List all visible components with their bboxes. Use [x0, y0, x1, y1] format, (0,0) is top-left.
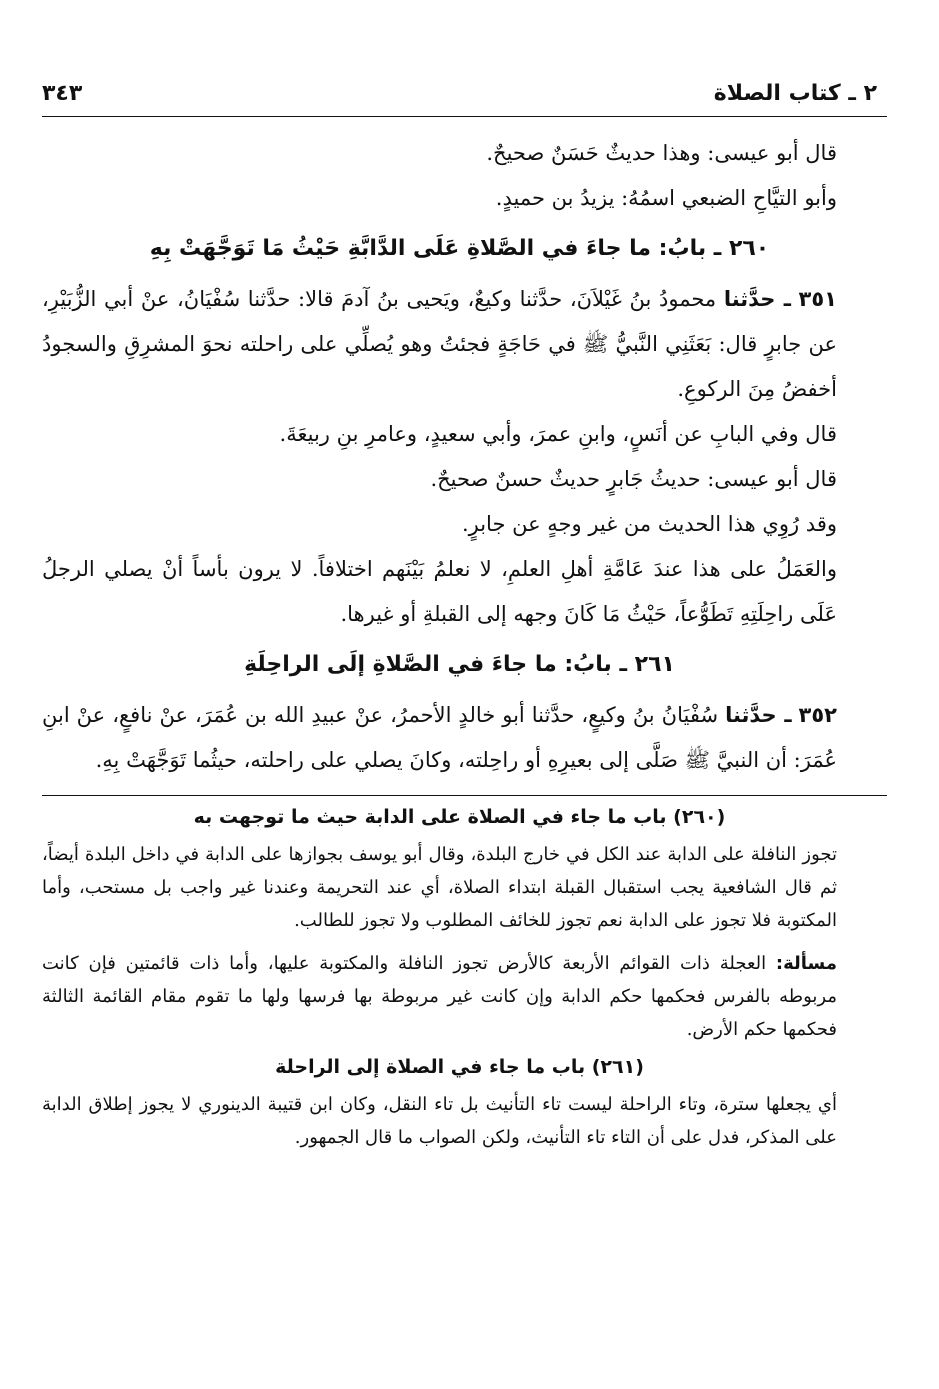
hadith-lead: ـ حدَّثنا — [723, 287, 791, 311]
chapter-261-title: ٢٦١ ـ بابُ: ما جاءَ في الصَّلاةِ إلَى الراحِلَةِ — [244, 652, 675, 677]
hadith-note: قال أبو عيسى: حديثُ جَابرٍ حديثٌ حسنٌ صحيحٌ. — [430, 467, 837, 491]
masala-label: مسألة: — [775, 953, 837, 974]
intro-line: قال أبو عيسى: وهذا حديثٌ حَسَنٌ صحيحٌ. — [486, 141, 837, 165]
running-title: ٢ ـ كتاب الصلاة — [713, 81, 877, 106]
intro-line: وأبو التيَّاحِ الضبعي اسمُهُ: يزيدُ بن حميدٍ. — [495, 186, 837, 210]
hadith-number: ٣٥١ — [798, 287, 837, 311]
header-rule — [42, 116, 887, 117]
main-text — [42, 131, 877, 783]
chapter-260-title: ٢٦٠ ـ بابُ: ما جاءَ في الصَّلاةِ عَلَى الدَّابَّةِ حَيْثُ مَا تَوَجَّهَتْ بِهِ — [149, 236, 770, 261]
hadith-note: قال وفي البابِ عن أنَسٍ، وابنِ عمرَ، وأبي سعيدٍ، وعامرِ بنِ ربيعَةَ. — [279, 422, 837, 446]
commentary-paragraph: تجوز النافلة على الدابة عند الكل في خارج البلدة، وقال أبو يوسف بجوازها على الدابة في داخل البلدة أيضاً، ثم قال الشافعية يجب استقبال القبلة ابتداء الصلاة، أي عند التحريمة وعندنا غير واجب بل مستحب، وأما المكتوبة فلا تجوز على الدابة نعم تجوز للخائف المطلوب ولا تجوز للطالب. — [42, 844, 837, 931]
commentary — [42, 796, 877, 1154]
masala-paragraph — [42, 947, 877, 1046]
hadith-352 — [42, 693, 877, 783]
hadith-text: سُفْيَانُ بنُ وكيعٍ، حدَّثنا أبو خالدٍ الأحمرُ، عنْ عبيدِ الله بن عُمَرَ، عنْ نافعٍ، عنْ ابنِ عُمَرَ: أن النبيَّ ﷺ صَلَّى إلى بعيرِهِ أو راحِلته، وكانَ يصلي على راحلته، حيثُما تَوَجَّهَتْ بِهِ. — [42, 703, 837, 772]
hadith-number: ٣٥٢ — [798, 703, 837, 727]
hadith-lead: ـ حدَّثنا — [725, 703, 792, 727]
masala-text: العجلة ذات القوائم الأربعة كالأرض تجوز النافلة والمكتوبة عليها، وأما ذات قائمتين فإن كانت مربوطه بالفرس فحكمها حكم الدابة وإن كانت غير مربوطة بها فرسها ولها ما تقوم مقام القائمة الثالثة فحكمها حكم الأرض. — [42, 953, 837, 1040]
running-header — [42, 66, 877, 106]
closing-paragraph: والعَمَلُ على هذا عندَ عَامَّةِ أهلِ العلمِ، لا نعلمُ بَيْنَهم اختلافاً. لا يرون بأساً أنْ يصلي الرجلُ عَلَى راحِلَتِهِ تَطَوُّعاً، حَيْثُ مَا كَانَ وجهه إلى القبلةِ أو غيرها. — [42, 557, 837, 626]
hadith-351 — [42, 277, 877, 412]
commentary-paragraph: أي يجعلها سترة، وتاء الراحلة ليست تاء التأنيث بل تاء النقل، وكان ابن قتيبة الدينوري لا يجوز إطلاق الدابة على المذكر، فدل على أن التاء تاء التأنيث، ولكن الصواب ما قال الجمهور. — [42, 1094, 837, 1148]
page-number: ٣٤٣ — [42, 81, 83, 106]
commentary-heading-260: (٢٦٠) باب ما جاء في الصلاة على الدابة حيث ما توجهت به — [193, 806, 726, 828]
hadith-text: محمودُ بنُ غَيْلاَنَ، حدَّثنا وكيعٌ، ويَحيى بنُ آدمَ قالا: حدَّثنا سُفْيَانُ، عنْ أبي الزُّبَيْرِ، عن جابرٍ قال: بَعَثَنِي النَّبيُّ ﷺ في حَاجَةٍ فجئتُ وهو يُصلِّي على راحلته نحوَ المشرِقِ والسجودُ أخفضُ مِنَ الركوعِ. — [42, 287, 837, 401]
hadith-note: وقد رُوِي هذا الحديث من غير وجهٍ عن جابرٍ. — [461, 512, 837, 536]
commentary-heading-261: (٢٦١) باب ما جاء في الصلاة إلى الراحلة — [275, 1056, 644, 1078]
